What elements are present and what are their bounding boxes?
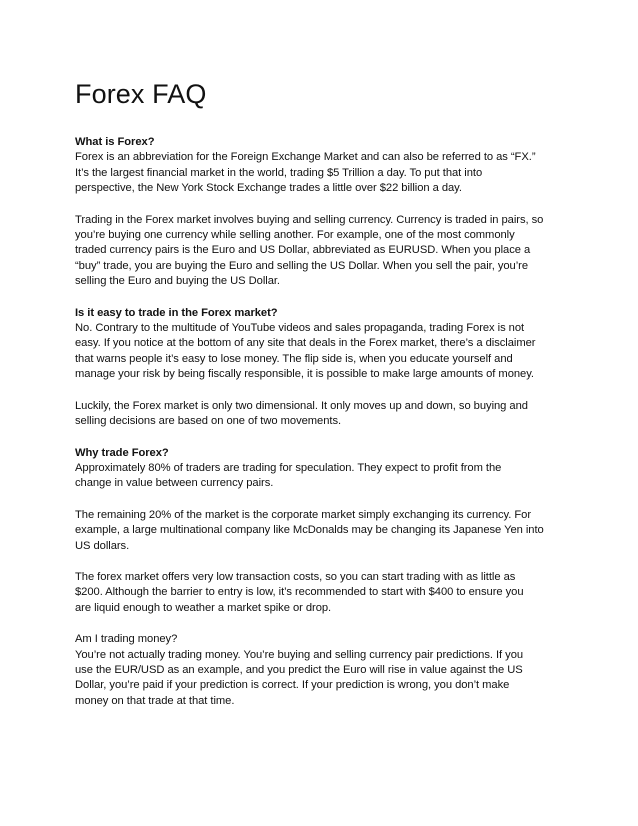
paragraph-corporate-market — [75, 508, 575, 554]
text-line: easy. If you notice at the bottom of any site that deals in the Forex market, there’s a disclaimer — [75, 337, 536, 350]
text-line: Approximately 80% of traders are trading for speculation. They expect to profit from the — [75, 461, 502, 474]
text-line: that warns people it’s easy to lose money. The flip side is, when you educate yourself and — [75, 352, 513, 365]
text-line: traded currency pairs is the Euro and US Dollar, abbreviated as EURUSD. When you place a — [75, 244, 531, 257]
text-line: Forex is an abbreviation for the Foreign Exchange Market and can also be referred to as “FX.” — [75, 151, 536, 164]
text-line: manage your risk by being fiscally responsible, it is possible to make large amounts of money. — [75, 368, 534, 381]
text-line: money on that trade at that time. — [75, 694, 235, 707]
text-line: “buy” trade, you are buying the Euro and selling the US Dollar. When you sell the pair, you’re — [75, 259, 528, 272]
text-line: Dollar, you’re paid if your prediction is correct. If your prediction is wrong, you don’t make — [75, 679, 510, 692]
section-heading: Is it easy to trade in the Forex market? — [75, 306, 278, 319]
text-line: are liquid enough to weather a market spike or drop. — [75, 601, 332, 614]
paragraph-trading-in-forex — [75, 213, 575, 290]
text-line: selling the Euro and buying the US Dollar. — [75, 275, 280, 288]
text-line: $200. Although the barrier to entry is low, it’s recommended to start with $400 to ensure you — [75, 586, 524, 599]
text-line: The remaining 20% of the market is the corporate market simply exchanging its currency. For — [75, 508, 531, 521]
text-line: example, a large multinational company like McDonalds may be changing its Japanese Yen into — [75, 524, 544, 537]
faq-section-am-i-trading-money — [75, 632, 575, 709]
document-title: Forex FAQ — [75, 79, 207, 109]
text-line: change in value between currency pairs. — [75, 477, 274, 490]
paragraph-transaction-costs — [75, 570, 575, 616]
text-line: selling decisions are based on one of two movements. — [75, 415, 342, 428]
text-line: Trading in the Forex market involves buying and selling currency. Currency is traded in pairs, so — [75, 213, 544, 226]
text-line: The forex market offers very low transaction costs, so you can start trading with as little as — [75, 570, 516, 583]
faq-section-is-it-easy — [75, 306, 575, 383]
faq-section-why-trade — [75, 446, 575, 492]
section-heading: What is Forex? — [75, 136, 155, 148]
text-line: use the EUR/USD as an example, and you predict the Euro will rise in value against the US — [75, 663, 523, 676]
text-line: It’s the largest financial market in the world, trading $5 Trillion a day. To put that into — [75, 166, 483, 179]
text-line: Luckily, the Forex market is only two dimensional. It only moves up and down, so buying and — [75, 399, 528, 412]
text-line: No. Contrary to the multitude of YouTube videos and sales propaganda, trading Forex is not — [75, 322, 525, 335]
text-line: You’re not actually trading money. You’re buying and selling currency pair predictions. If you — [75, 648, 524, 661]
paragraph-two-dimensional — [75, 399, 575, 430]
text-line: perspective, the New York Stock Exchange trades a little over $22 billion a day. — [75, 182, 462, 195]
text-line: you’re buying one currency while selling another. For example, one of the most commonly — [75, 229, 515, 242]
document-page — [75, 78, 575, 725]
section-heading: Why trade Forex? — [75, 446, 169, 459]
faq-section-what-is-forex — [75, 135, 575, 197]
section-heading: Am I trading money? — [75, 633, 178, 646]
text-line: US dollars. — [75, 539, 130, 552]
